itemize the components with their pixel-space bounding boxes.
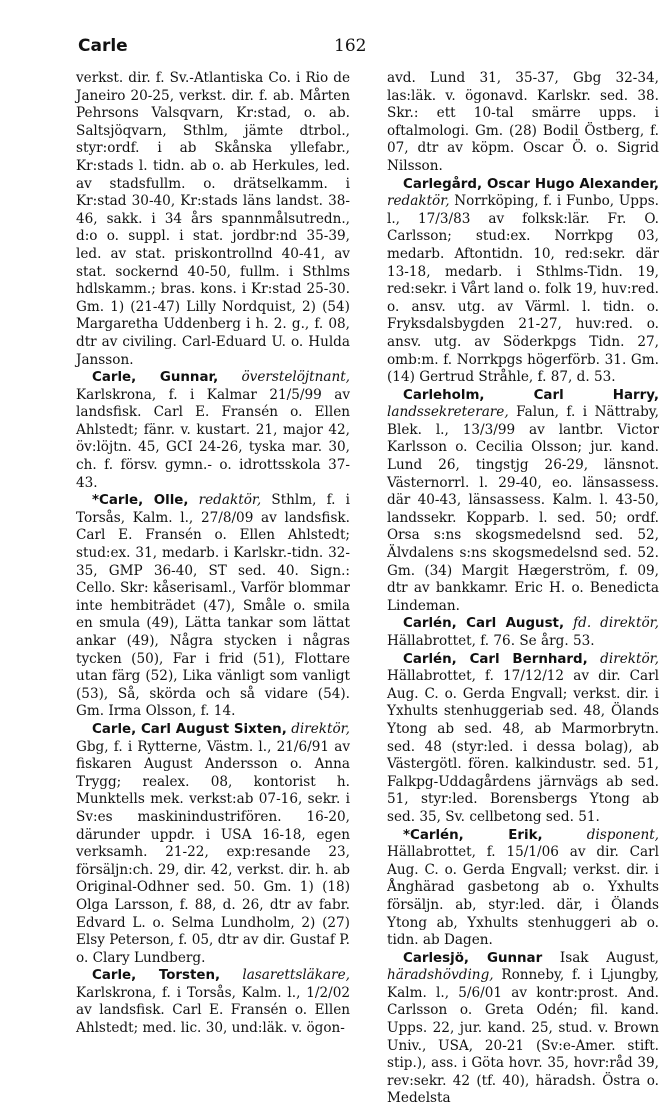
entry-title: överstelöjtnant, [241,369,350,386]
entry-text: Hällabrottet, f. 17/12/12 av dir. Carl Aug. C. o. Gerda Engvall; verkst. dir. i Yxhults stenhuggeriab sed. 48, Ölands Ytong ab sed. 48, ab Marmorbrytn. sed. 48 (styr:led. i dessa bolag), ab Västergötl. fören. kalkindustr. sed. 51, Falkpg-Uddagårdens järnvägs ab sed. 51, styr:led. Borensbergs Ytong ab sed. 35, Sv. cellbetong sed. 51. [387,668,659,825]
entry-name: Carle, Torsten, [92,968,221,984]
entry-text: Karlskrona, f. i Torsås, Kalm. l., 1/2/02 av landsfisk. Carl E. Fransén o. Ellen Ahlstedt; med. lic. 30, und:läk. v. ögon- [76,984,350,1037]
entry-text: Falun, f. i Nättraby, Blek. l., 13/3/99 av lantbr. Victor Karlsson o. Cecilia Olsson; jur. kand. Lund 26, tingstjg 26-29, länsnot. Västernorrl. l. 29-40, eo. länsassess. där 40-43, länsassess. Kalm. l. 43-50, landssekr. Kopparb. l. sed. 50; ordf. Orsa s:ns skogsmedelsnd sed. 52, Älvdalens s:ns skogsmedelsnd sed. 52. Gm. (34) Margit Hægerström, f. 09, dtr av bankkamr. Eric H. o. Benedicta Lindeman. [387,404,659,614]
entry [387,950,659,1108]
entry [76,492,350,721]
entry-text: Sthlm, f. i Torsås, Kalm. l., 27/8/09 av landsfisk. Carl E. Fransén o. Ellen Ahlstedt; stud:ex. 31, medarb. i Karlskr.-tidn. 32-35, GMP 36-40, ST sed. 40. Sign.: Cello. Skr: kåserisaml., Varför blommar inte hembiträdet (47), Småle o. smila en smula (49), Lätta tankar som lättat ankar (49), Några stycken i någras tycken (50), Far i frid (51), Flottare utan färg (52), Lika vänligt som vanligt (53), Så, skörda och så vidare (54). Gm. Irma Olsson, f. 14. [76,492,351,720]
entry-text: Norrköping, f. i Funbo, Upps. l., 17/3/83 av folksk:lär. Fr. O. Carlsson; stud:ex. Norrkpg 03, medarb. Aftontidn. 10, red:sekr. där 13-18, medarb. i Sthlms-Tidn. 19, red:sekr. i Vårt land o. folk 19, huv:red. o. ansv. utg. av Värml. l. tidn. o. Fryksdalsbygden 21-27, huv:red. o. ansv. utg. av Söderkpgs Tidn. 27, omb:m. f. Norrkpgs högerförb. 31. Gm. (14) Gertrud Stråhle, f. 87, d. 53. [387,193,659,386]
entry-title: landssekreterare, [387,404,509,421]
entry-text: verkst. dir. f. Sv.-Atlantiska Co. i Rio de Janeiro 20-25, verkst. dir. f. ab. Mårten Pehrsons Valsqvarn, Kr:stad, o. ab. Saltsjöqvarn, Sthlm, jämte dtrbol., styr:ordf. i ab Skånska yllefabr., Kr:stads l. tidn. ab o. ab Herkules, led. av stadsfullm. o. drätselkamm. i Kr:stad 30-40, Kr:stads läns landst. 38-46, sakk. i 34 års spannmålsutredn., d:o o. suppl. i stat. jordbr:nd 35-39, led. av stat. priskontrollnd 40-41, av stat. sockernd 40-50, fullm. i Sthlms hdlskamm.; bras. kons. i Kr:stad 25-30. Gm. 1) (21-47) Lilly Nordquist, 2) (54) Margaretha Uddenberg i h. 2. g., f. 08, dtr av civiling. Carl-Eduard U. o. Hulda Jansson. [76,70,350,368]
entry-name: Carle, Gunnar, [92,370,219,386]
entry [387,827,659,950]
entry-title: redaktör, [387,193,450,210]
entry-title: redaktör, [198,492,262,509]
entry [387,387,659,616]
page-number: 162 [334,36,367,56]
entry [76,369,350,492]
entry-continuation [387,70,659,176]
entry-name: Carlén, Carl Bernhard, [403,651,588,667]
entry-title: direktör, [600,650,659,667]
entry-text: Hällabrottet, f. 15/1/06 av dir. Carl Aug. C. o. Gerda Engvall; verkst. dir. i Ånghärad gasbetong ab o. Yxhults försäljn. ab, styr:led. där, i Ölands Ytong ab, Yxhults stenhuggeri ab o. tidn. ab Dagen. [387,844,659,949]
entry-name: Carlegård, Oscar Hugo Alexander, [403,176,659,192]
entry-text: Karlskrona, f. i Kalmar 21/5/99 av landsfisk. Carl E. Fransén o. Ellen Ahlstedt; fänr. v. kustart. 21, major 42, öv:löjtn. 45, GCI 24-26, tyska mar. 30, ch. f. försv. gymn.- o. idrottsskola 37-43. [76,386,350,491]
entry-name: Carlesjö, Gunnar [403,950,543,966]
entry [76,721,350,967]
entry-name: *Carle, Olle, [92,493,189,509]
entry [387,176,659,387]
entry-name: Carleholm, Carl Harry, [403,387,659,403]
page-header [78,36,610,60]
entry [76,967,350,1037]
entry-name: Carlén, Carl August, [403,616,565,632]
running-head: Carle [78,36,128,56]
entry-text: Gbg, f. i Rytterne, Västm. l., 21/6/91 av fiskaren August Andersson o. Anna Trygg; realex. 08, kontorist h. Munktells mek. verkst:ab 07-16, sekr. i Sv:es maskinindustrifören. 16-20, därunder uppdr. i USA 16-18, egen verksamh. 21-22, exp:resande 23, försäljn:ch. 29, dir. 42, verkst. dir. h. ab Original-Odhner sed. 50. Gm. 1) (18) Olga Larsson, f. 88, d. 26, dtr av fabr. Edvard L. o. Selma Lundholm, 2) (27) Elsy Peterson, f. 05, dtr av dir. Gustaf P. o. Clary Lundberg. [76,738,350,966]
entry-name: *Carlén, Erik, [403,827,543,843]
entry [387,615,659,650]
entry-title: lasarettsläkare, [242,967,350,984]
left-column [76,70,350,1038]
right-column [387,70,659,1108]
entry-name-extra: Isak August, [559,949,659,966]
entry-text: avd. Lund 31, 35-37, Gbg 32-34, las:läk. v. ögonavd. Karlskr. sed. 38. Skr.: ett 10-tal smärre upps. i oftalmologi. Gm. (28) Bodil Östberg, f. 07, dtr av köpm. Oscar Ö. o. Sigrid Nilsson. [387,70,659,174]
entry-text: Hällabrottet, f. 76. Se årg. 53. [387,633,595,649]
entry-continuation [76,70,350,369]
entry-name: Carle, Carl August Sixten, [92,721,287,737]
entry-title: direktör, [291,720,350,737]
entry-title: häradshövding, [387,967,494,984]
entry-title: fd. direktör, [573,615,659,632]
entry-title: disponent, [586,826,659,843]
entry-text: Ronneby, f. i Ljungby, Kalm. l., 5/6/01 av kontr:prost. And. Carlsson o. Greta Odén; fil. kand. Upps. 22, jur. kand. 25, stud. v. Brown Univ., USA, 20-21 (Sv:e-Amer. stift. stip.), ass. i Göta hovr. 35, hovr:råd 39, rev:sekr. 42 (tf. 40), häradsh. Östra o. Medelsta [387,967,659,1107]
entry [387,651,659,827]
